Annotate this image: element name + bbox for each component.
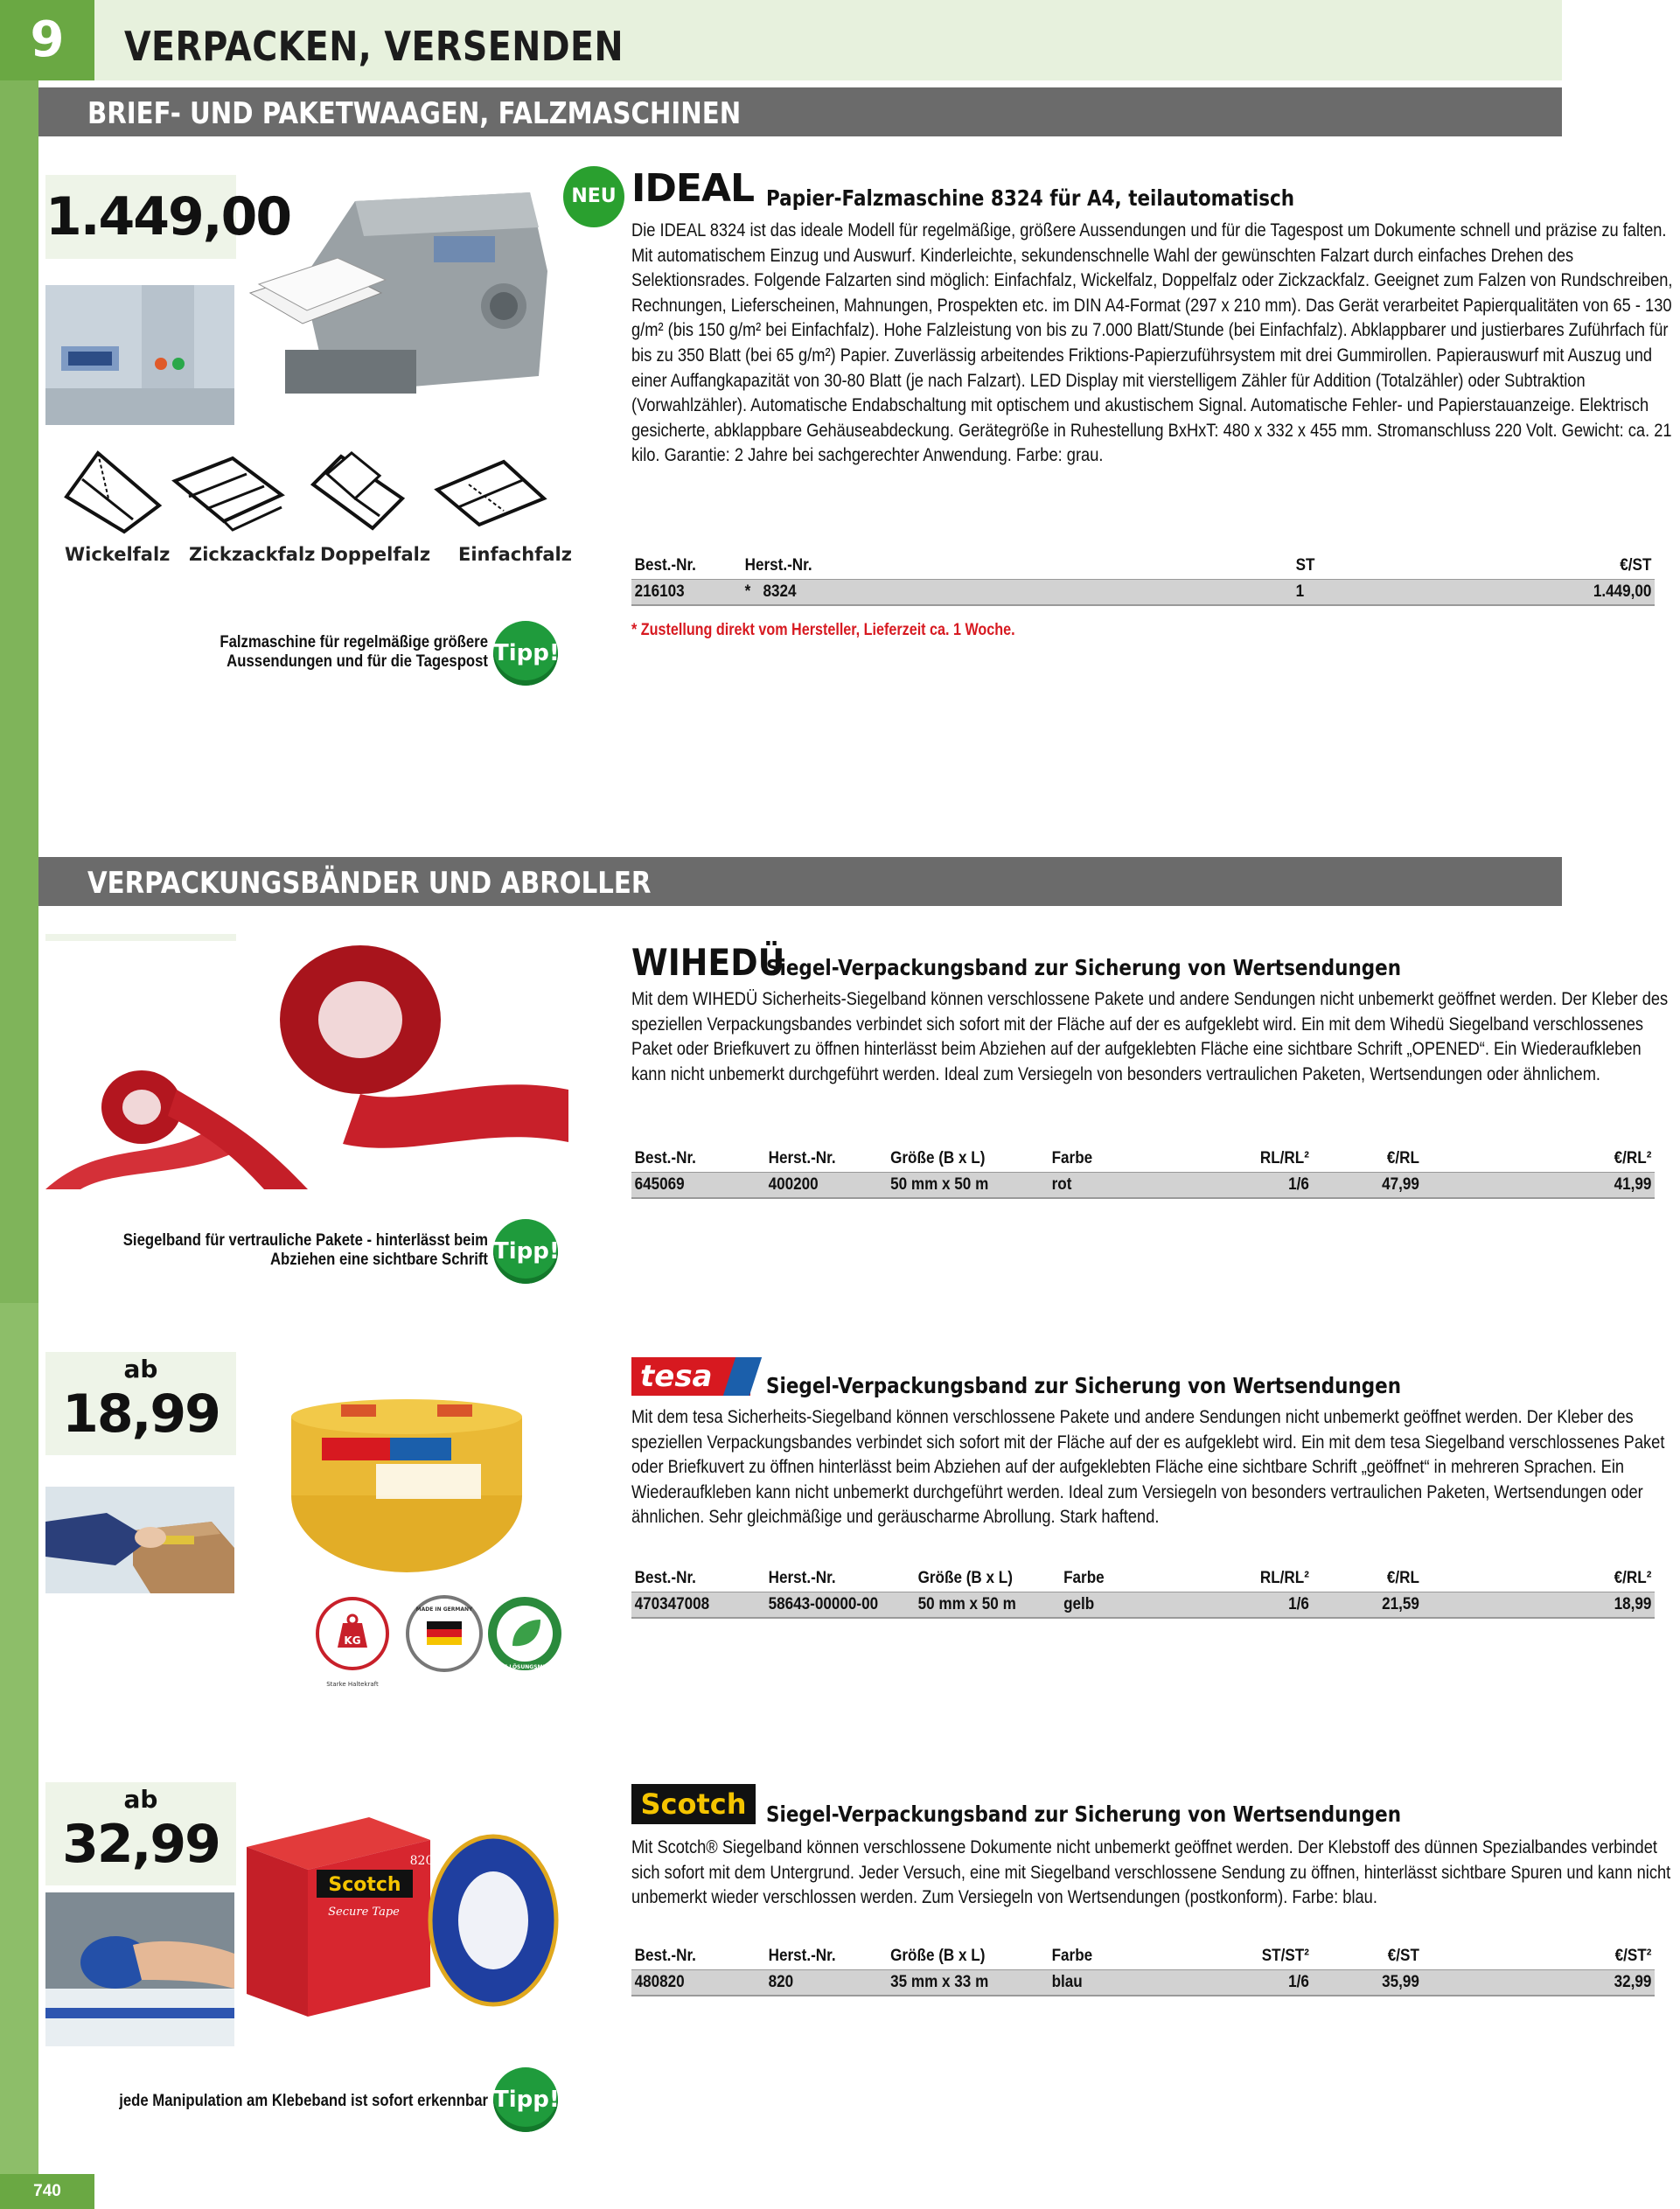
cell-price: 1.449,00 xyxy=(1434,579,1655,605)
tip-text: jede Manipulation am Klebeband ist sofort erkennbar xyxy=(119,2092,488,2110)
fold-label: Einfachfalz xyxy=(458,544,572,565)
made-in-germany-icon xyxy=(406,1595,483,1672)
cell-color: gelb xyxy=(1061,1592,1171,1618)
page-number: 740 xyxy=(0,2174,94,2209)
delivery-marker: * xyxy=(744,582,751,601)
product-table xyxy=(631,1943,1655,1996)
box-model-text: 820 xyxy=(409,1854,434,1868)
price-prefix: ab xyxy=(123,1785,158,1814)
col-header: Best.-Nr. xyxy=(631,553,742,579)
col-header: RL/RL² xyxy=(1171,1565,1313,1592)
col-header: Herst.-Nr. xyxy=(765,1565,915,1592)
col-header: Farbe xyxy=(1049,1943,1171,1969)
brand-logo-scotch: Scotch xyxy=(631,1784,756,1824)
product-table xyxy=(631,553,1655,606)
fold-label: Zickzackfalz xyxy=(189,544,316,565)
price-value: 18,99 xyxy=(62,1383,220,1445)
germany-label: MADE IN GERMANY xyxy=(415,1606,473,1613)
price-box xyxy=(45,1352,236,1455)
col-header: Herst.-Nr. xyxy=(765,1146,888,1172)
scotch-tape-box-image xyxy=(247,1817,561,2017)
table-row xyxy=(631,579,1655,605)
tip-badge: Tipp! xyxy=(493,2067,558,2132)
left-green-bar xyxy=(0,0,38,2209)
table-row xyxy=(631,1172,1655,1198)
col-header: Farbe xyxy=(1061,1565,1171,1592)
cell-order-number: 216103 xyxy=(631,579,742,605)
product-title: Siegel-Verpackungsband zur Sicherung von Wertsendungen xyxy=(766,1801,1402,1827)
cell-size: 50 mm x 50 m xyxy=(888,1172,1049,1198)
col-header: €/ST xyxy=(1434,553,1655,579)
col-header: Best.-Nr. xyxy=(631,1943,765,1969)
chapter-title: VERPACKEN, VERSENDEN xyxy=(124,23,624,70)
product-title: Siegel-Verpackungsband zur Sicherung von Wertsendungen xyxy=(766,955,1402,980)
tape-on-box-photo xyxy=(45,1487,234,1593)
col-header: €/RL xyxy=(1313,1565,1423,1592)
fold-label: Doppelfalz xyxy=(320,544,431,565)
cell-size: 35 mm x 33 m xyxy=(888,1969,1049,1996)
section-title: VERPACKUNGSBÄNDER UND ABROLLER xyxy=(87,866,652,901)
col-header: Herst.-Nr. xyxy=(742,553,1293,579)
solvent-free-icon xyxy=(486,1595,563,1672)
product-table xyxy=(631,1146,1655,1199)
cell-price-bulk: 18,99 xyxy=(1423,1592,1656,1618)
product-description: Mit dem tesa Sicherheits-Siegelband können verschlossene Pakete und andere Sendungen nicht unbemerkt geöffnet werden. Der Kleber des speziellen Verpackungsbandes verbindet sich sofort mit der Fläche auf der es aufgeklebt wird. Ein mit dem tesa Siegelband verschlossenes Paket oder Briefkuvert zu öffnen hinterlässt beim Abziehen auf der aufgeklebten Fläche eine sichtbare Schrift „geöffnet“ in mehreren Sprachen. Ein Wiederaufkleben kann nicht unbemerkt durchgeführt werden. Ideal zum Versiegeln von besonders vertraulichen Paketen, Wertsendungen oder ähnlichen. Sehr gleichmäßige und geräuscharme Abrollung. Stark haftend. xyxy=(631,1406,1665,1528)
col-header: €/RL² xyxy=(1423,1565,1656,1592)
brand-logo-tesa: tesa xyxy=(631,1357,750,1396)
box-subtitle-text: Secure Tape xyxy=(328,1906,400,1919)
folding-machine-image xyxy=(250,175,568,411)
cell-manufacturer-number: 58643-00000-00 xyxy=(765,1592,915,1618)
cell-pack: 1/6 xyxy=(1171,1172,1313,1198)
col-header: Größe (B x L) xyxy=(888,1146,1049,1172)
col-header: €/ST xyxy=(1313,1943,1423,1969)
price-value: 1.449,00 xyxy=(45,186,291,247)
fold-diagram-doppelfalz-icon xyxy=(306,449,408,533)
cell-manufacturer-number: 820 xyxy=(765,1969,888,1996)
cell-order-number: 470347008 xyxy=(631,1592,765,1618)
fold-label: Wickelfalz xyxy=(65,544,171,565)
tip-badge: Tipp! xyxy=(493,1219,558,1284)
cell-order-number: 480820 xyxy=(631,1969,765,1996)
price-box xyxy=(45,175,291,259)
cell-order-number: 645069 xyxy=(631,1172,765,1198)
col-header: Farbe xyxy=(1049,1146,1171,1172)
product-description: Die IDEAL 8324 ist das ideale Modell für regelmäßige, größere Aussendungen und für die Tagespost um Dokumente schnell und präzise zu falten. Mit automatischem Einzug und Auswurf. Kinderleichte, sekundenschnelle Wahl der gewünschten Falzart durch einfaches Drehen des Selektionsrades. Folgende Falzarten sind möglich: Einfachfalz, Wickelfalz, Doppelfalz oder Zickzackfalz. Geeignet zum Falzen von Rundschreiben, Rechnungen, Lieferscheinen, Mahnungen, Prospekten etc. im DIN A4-Format (297 x 210 mm). Das Gerät verarbeitet Papierqualitäten von 65 - 130 g/m² (bis 150 g/m² bei Einfachfalz). Hohe Falzleistung von bis zu 7.000 Blatt/Stunde (bei Einfachfalz). Abklappbarer und justierbares Zuführfach für bis zu 350 Blatt (bei 65 g/m²) Papier. Zuverlässig arbeitendes Friktions-Papierzuführsystem mit drei Gummirollen. Papierauswurf mit Auszug und einer Auffangkapazität von 30-80 Blatt (je nach Falzart). LED Display mit vierstelligem Zähler für Addition (Totalzähler) oder Subtraktion (Vorwahlzähler). Automatische Endabschaltung mit optischem und akustischem Signal. Automatische Fehler- und Papierstauanzeige. Elektrisch gesicherte, abklappbare Gehäuseabdeckung. Gerätegröße in Ruhestellung BxHxT: 480 x 332 x 455 mm. Stromanschluss 220 Volt. Gewicht: ca. 21 kilo. Garantie: 2 Jahre bei sachgerechter Anwendung. Farbe: grau. xyxy=(631,220,1673,466)
cell-price: 21,59 xyxy=(1313,1592,1423,1618)
solvent-label: OHNE LÖSUNGSMITTEL xyxy=(491,1664,559,1670)
product-description: Mit Scotch® Siegelband können verschlossene Dokumente nicht unbemerkt geöffnet werden. Der Klebstoff des dünnen Spezialbandes verbindet sich sofort mit dem Untergrund. Jeder Versuch, eine mit Siegelband verschlossene Sendung zu öffnen, hinterlässt sichtbare Spuren und kann nicht unbemerkt wieder verschlossen werden. Zum Versiegeln von Wertsendungen (postkonform). Farbe: blau. xyxy=(631,1836,1671,1908)
tesa-tape-roll-image xyxy=(289,1399,525,1574)
cell-pack: 1/6 xyxy=(1171,1969,1313,1996)
col-header: ST/ST² xyxy=(1171,1943,1313,1969)
cell-price: 35,99 xyxy=(1313,1969,1423,1996)
cell-price: 47,99 xyxy=(1313,1172,1423,1198)
section-title: BRIEF- UND PAKETWAAGEN, FALZMASCHINEN xyxy=(87,96,742,131)
col-header: Größe (B x L) xyxy=(888,1943,1049,1969)
closeup-panel-image xyxy=(45,285,234,425)
cell-manufacturer-number: 400200 xyxy=(765,1172,888,1198)
cell-price-bulk: 41,99 xyxy=(1423,1172,1656,1198)
price-prefix: ab xyxy=(123,1355,158,1383)
cell-quantity: 1 xyxy=(1293,579,1434,605)
product-title: Siegel-Verpackungsband zur Sicherung von Wertsendungen xyxy=(766,1373,1402,1398)
tape-applying-photo xyxy=(45,1892,234,2046)
col-header: €/ST² xyxy=(1423,1943,1656,1969)
table-row xyxy=(631,1969,1655,1996)
chapter-number: 9 xyxy=(0,0,94,80)
cell-size: 50 mm x 50 m xyxy=(915,1592,1061,1618)
cell-price-bulk: 32,99 xyxy=(1423,1969,1656,1996)
fold-diagram-einfachfalz-icon xyxy=(434,458,547,528)
box-brand-text: Scotch xyxy=(328,1874,401,1896)
tip-text: Siegelband für vertrauliche Pakete - hinterlässt beim Abziehen eine sichtbare Schrift xyxy=(122,1231,488,1269)
col-header: Größe (B x L) xyxy=(915,1565,1061,1592)
col-header: ST xyxy=(1293,553,1434,579)
new-badge: NEU xyxy=(563,166,624,227)
cell-color: rot xyxy=(1049,1172,1171,1198)
tip-text: Falzmaschine für regelmäßige größere Aussendungen und für die Tagespost xyxy=(220,633,488,671)
product-title: Papier-Falzmaschine 8324 für A4, teilautomatisch xyxy=(766,185,1295,211)
price-value: 32,99 xyxy=(62,1814,220,1875)
col-header: RL/RL² xyxy=(1171,1146,1313,1172)
col-header: Best.-Nr. xyxy=(631,1146,765,1172)
table-row xyxy=(631,1592,1655,1618)
tip-badge: Tipp! xyxy=(493,621,558,686)
cell-pack: 1/6 xyxy=(1171,1592,1313,1618)
cell-color: blau xyxy=(1049,1969,1171,1996)
red-seal-tape-image xyxy=(45,941,568,1189)
fold-diagram-wickelfalz-icon xyxy=(63,444,164,535)
product-description: Mit dem WIHEDÜ Sicherheits-Siegelband können verschlossene Pakete und andere Sendungen nicht unbemerkt geöffnet werden. Der Kleber des speziellen Verpackungsbandes verbindet sich sofort mit der Fläche auf der es aufgeklebt wird. Ein mit dem Wihedü Siegelband verschlossenes Paket oder Briefkuvert zu öffnen hinterlässt beim Abziehen auf der aufgeklebten Fläche eine sichtbare Schrift „OPENED“. Ein Wiederaufkleben kann nicht unbemerkt durchgeführt werden. Ideal zum Versiegeln von besonders vertraulichen Paketen, Wertsendungen oder ähnlichem. xyxy=(631,988,1669,1084)
col-header: Best.-Nr. xyxy=(631,1565,765,1592)
price-box xyxy=(45,1782,236,1885)
cell-manufacturer-number: * 8324 xyxy=(742,579,1293,605)
delivery-note: * Zustellung direkt vom Hersteller, Lieferzeit ca. 1 Woche. xyxy=(631,621,1015,639)
col-header: €/RL xyxy=(1313,1146,1423,1172)
fold-diagram-zickzackfalz-icon xyxy=(171,455,285,533)
kg-label: KG xyxy=(344,1634,361,1647)
product-table xyxy=(631,1565,1655,1619)
col-header: Herst.-Nr. xyxy=(765,1943,888,1969)
brand-logo-wihedu: WIHEDÜ xyxy=(631,941,785,984)
col-header: €/RL² xyxy=(1423,1146,1656,1172)
strong-hold-kg-icon xyxy=(315,1597,390,1698)
kg-caption: Starke Haltekraft xyxy=(326,1681,379,1688)
brand-logo-ideal: IDEAL xyxy=(631,166,755,211)
